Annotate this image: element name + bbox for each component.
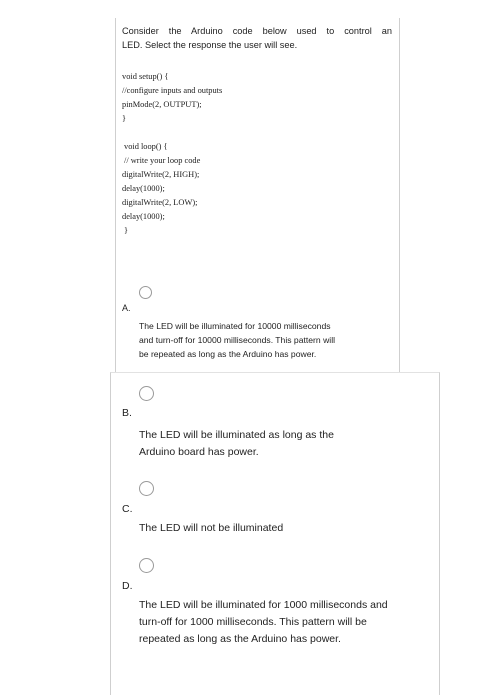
code-line: } bbox=[124, 226, 129, 235]
option-line: and turn-off for 10000 milliseconds. This pattern will bbox=[139, 335, 336, 345]
question-line: LED. Select the response the user will see. bbox=[122, 40, 298, 50]
option-line: be repeated as long as the Arduino has power. bbox=[139, 349, 317, 359]
code-line: delay(1000); bbox=[122, 184, 165, 193]
option-line: repeated as long as the Arduino has power. bbox=[139, 633, 341, 645]
code-line: void setup() { bbox=[122, 72, 169, 81]
code-line: // write your loop code bbox=[124, 156, 201, 165]
code-loop-block bbox=[122, 140, 200, 238]
radio-option-c[interactable] bbox=[139, 481, 154, 496]
option-a-letter: A. bbox=[122, 303, 131, 313]
option-line: The LED will be illuminated for 1000 milliseconds and bbox=[139, 599, 388, 611]
option-line: The LED will not be illuminated bbox=[139, 522, 284, 534]
question-line: Consider the Arduino code below used to control an bbox=[122, 26, 392, 36]
code-setup-block bbox=[122, 70, 222, 126]
code-line: delay(1000); bbox=[122, 212, 165, 221]
question-text bbox=[122, 24, 392, 52]
option-line: Arduino board has power. bbox=[139, 446, 259, 458]
code-line: pinMode(2, OUTPUT); bbox=[122, 100, 202, 109]
code-line: digitalWrite(2, LOW); bbox=[122, 198, 198, 207]
option-line: turn-off for 1000 milliseconds. This pattern will be bbox=[139, 616, 367, 628]
code-line: digitalWrite(2, HIGH); bbox=[122, 170, 200, 179]
code-line: //configure inputs and outputs bbox=[122, 86, 223, 95]
option-b-letter: B. bbox=[122, 407, 132, 419]
code-line: } bbox=[122, 114, 127, 123]
option-a-text[interactable] bbox=[139, 319, 335, 361]
option-d-text[interactable] bbox=[139, 597, 388, 648]
code-line: void loop() { bbox=[124, 142, 168, 151]
option-d-letter: D. bbox=[122, 580, 133, 592]
radio-option-d[interactable] bbox=[139, 558, 154, 573]
option-line: The LED will be illuminated as long as the bbox=[139, 429, 334, 441]
option-line: The LED will be illuminated for 10000 milliseconds bbox=[139, 321, 331, 331]
option-b-text[interactable] bbox=[139, 427, 334, 461]
radio-option-b[interactable] bbox=[139, 386, 154, 401]
radio-option-a[interactable] bbox=[139, 286, 152, 299]
option-c-letter: C. bbox=[122, 503, 133, 515]
option-c-text[interactable] bbox=[139, 520, 283, 537]
